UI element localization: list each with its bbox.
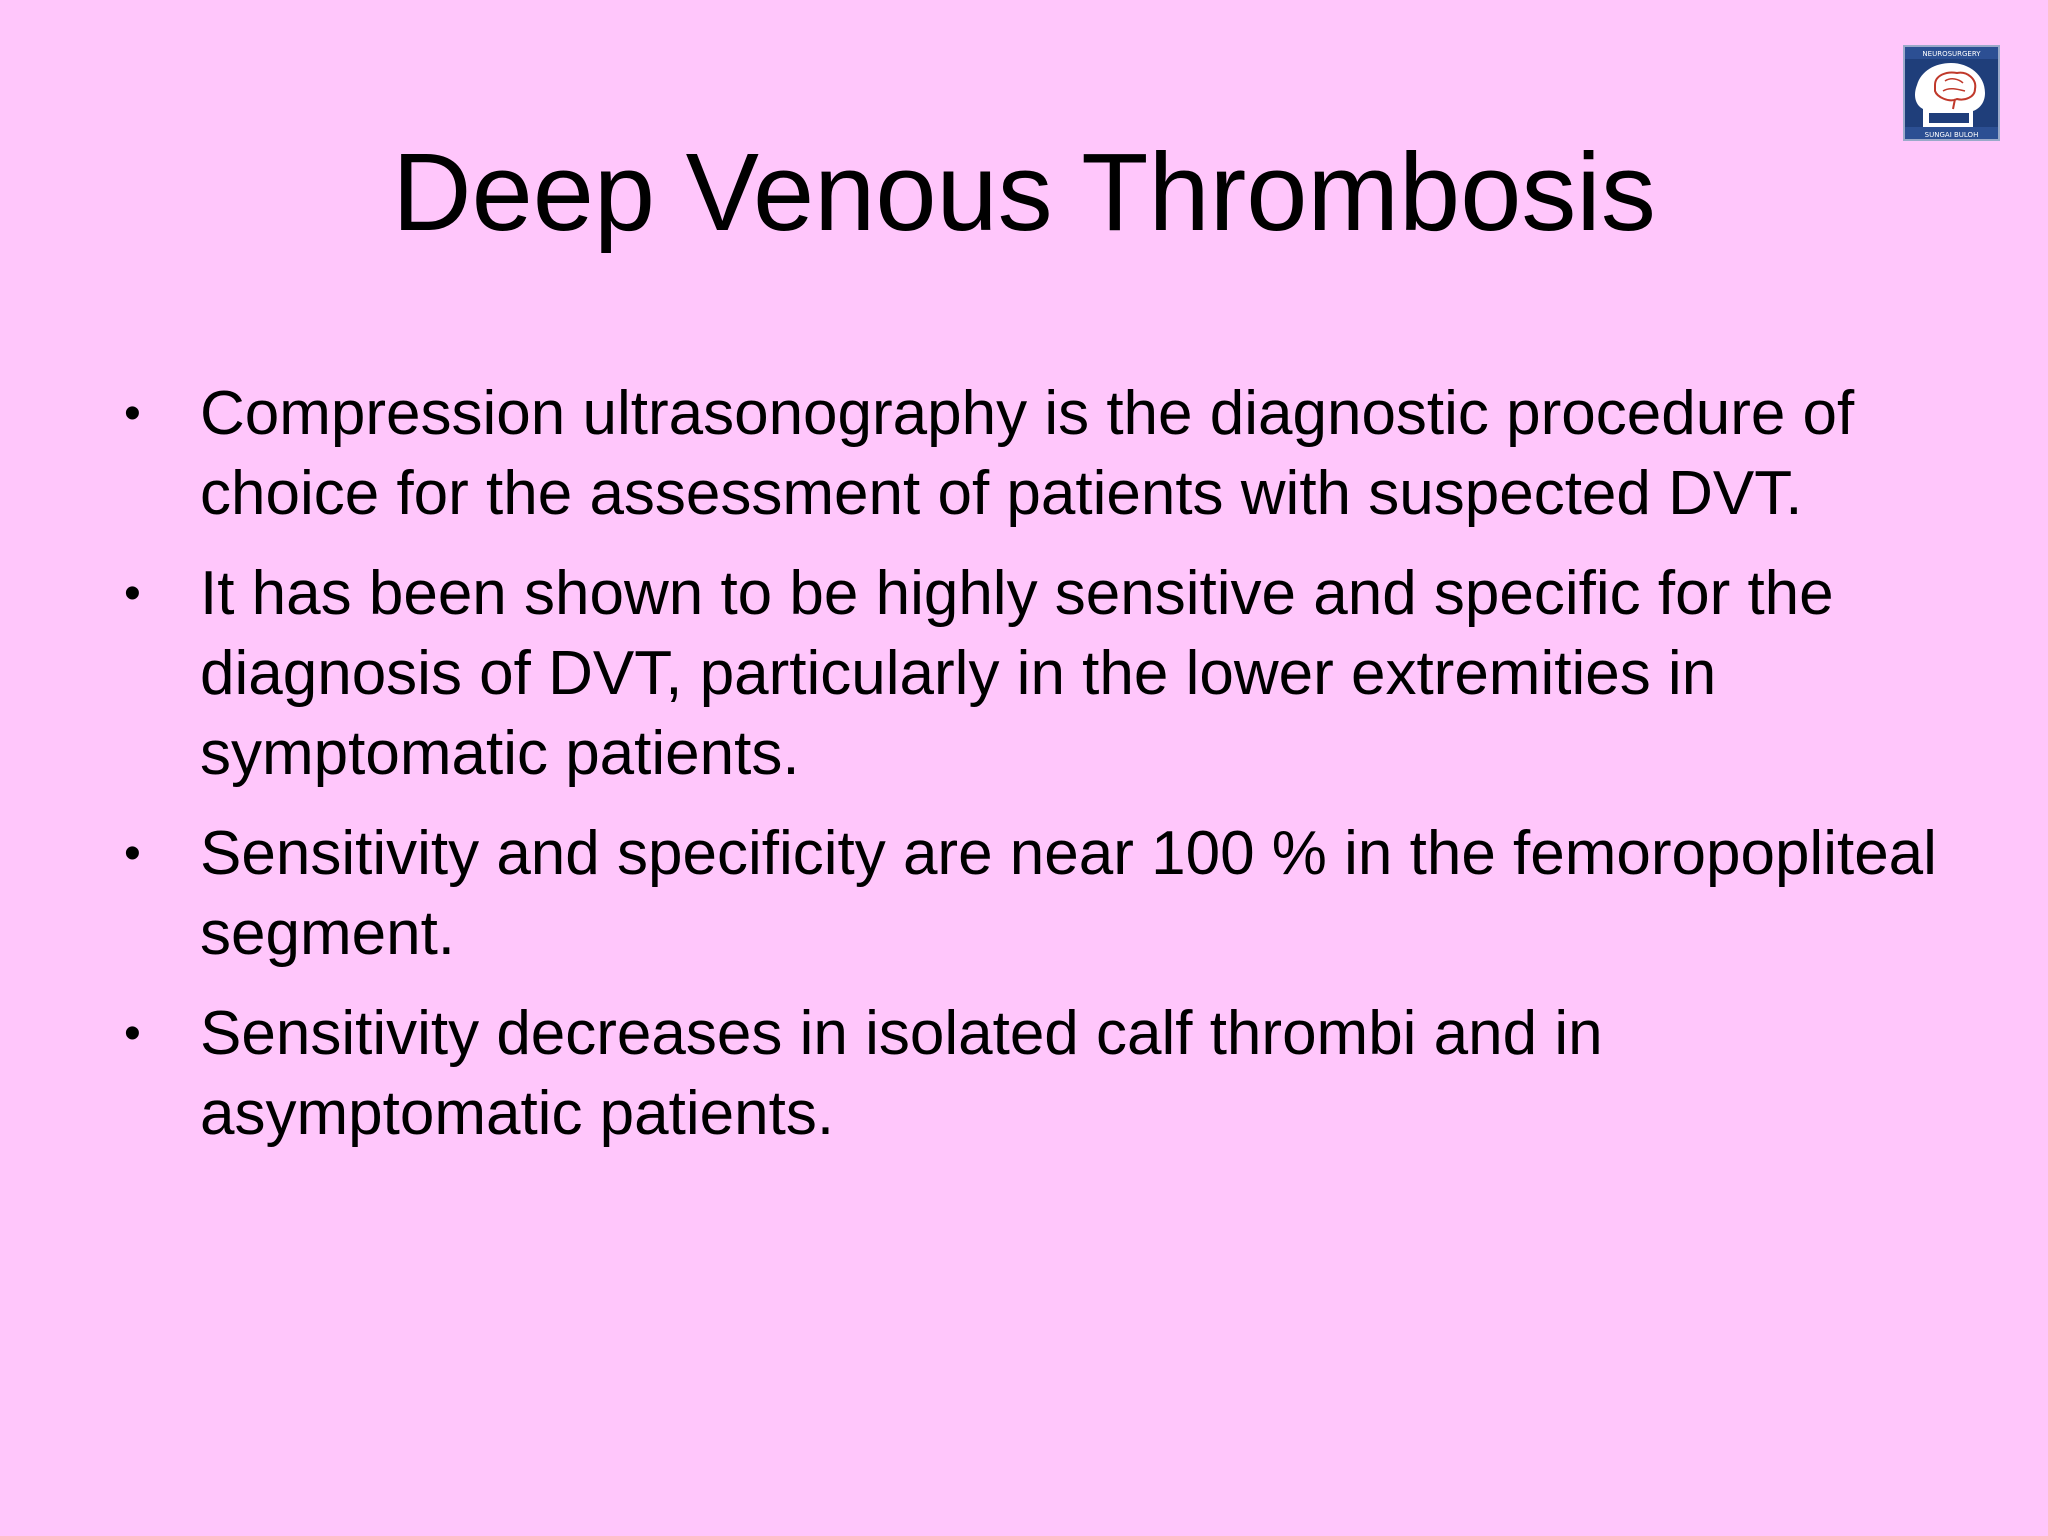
- logo-bottom-text: SUNGAI BULOH: [1924, 131, 1979, 139]
- bullet-item: [120, 994, 1940, 1154]
- bullet-marker: •: [124, 567, 141, 620]
- bullet-text: Compression ultrasonography is the diagnostic procedure of choice for the assessment of patients with suspected DVT.: [200, 379, 1855, 528]
- bullet-item: [120, 554, 1940, 794]
- slide-title: Deep Venous Thrombosis: [392, 131, 1656, 254]
- logo-top-text: NEUROSURGERY: [1922, 50, 1981, 58]
- bullet-text: Sensitivity decreases in isolated calf thrombi and in asymptomatic patients.: [200, 999, 1603, 1148]
- bullet-list: [120, 374, 1940, 1174]
- bullet-marker: •: [124, 387, 141, 440]
- bullet-text: Sensitivity and specificity are near 100 % in the femoropopliteal segment.: [200, 819, 1937, 968]
- bullet-item: [120, 814, 1940, 974]
- neurosurgery-logo: [1903, 45, 2000, 141]
- brain-head-icon: [1905, 47, 1998, 139]
- bullet-text: It has been shown to be highly sensitive and specific for the diagnosis of DVT, particularly in the lower extremities in symptomatic patients.: [200, 559, 1834, 788]
- bullet-marker: •: [124, 1007, 141, 1060]
- bullet-item: [120, 374, 1940, 534]
- bullet-marker: •: [124, 827, 141, 880]
